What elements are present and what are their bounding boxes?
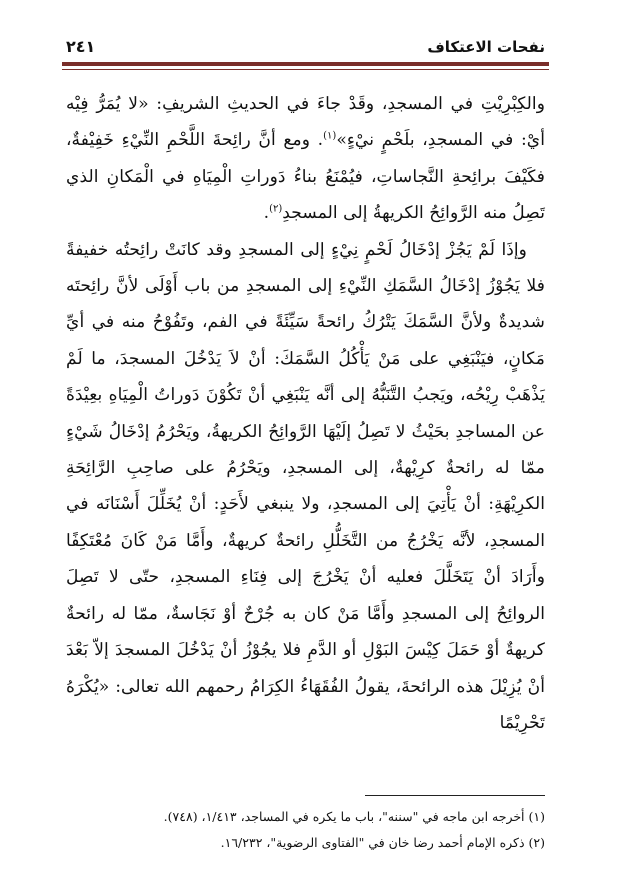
header-rule-thick [62,62,549,66]
page-header [66,26,545,56]
paragraph-2: وإذَا لَمْ يَجُزْ إدْخَالُ لَحْمٍ نِيْءٍ إلى المسجدِ وقد كانَتْ رائِحتُه خفيفةً فلا يَجُوْزُ إدْخَالُ السَّمَكِ النِّيْءِ إلى المسجدِ من باب أَوْلَى لأنَّ رائِحتَه شديدةٌ ولأنَّ السَّمَكَ يَتْرُكُ رائحةً سَيِّئَةً في الفم، وتَفُوْحُ منه في أيِّ مَكانٍ، فيَنْبَغِي على مَنْ يَأْكُلُ السَّمَكَ: أنْ لاَ يَدْخُلَ المسجدَ، ما لَمْ يَذْهَبْ رِيْحُه، ويَجبُ التَّنَبُّهُ إلى أنَّه يَنْبَغِي أنْ تَكُوْنَ دَوراتُ الْمِيَاهِ بعِيْدَةً عن المساجدِ بحَيْثُ لا تَصِلُ إلَيْهَا الرَّوائِحُ الكريهةُ، ويَحْرُمُ إدْخَالُ شَيْءٍ ممّا له رائحةٌ كرِيْهةٌ، إلى المسجدِ، ويَحْرُمُ على صاحِبِ الرَّائِحَةِ الكرِيْهَةِ: أنْ يَأْتِيَ إلى المسجدِ، ولا ينبغي لأَحَدٍ: أنْ يُخَلِّلَ أَسْنَانَه في المسجدِ، لأنَّه يَخْرُجُ من التَّخَلُّلِ رائحةٌ كريهةٌ، وأَمَّا مَنْ كَانَ مُعْتَكِفًا وأَرَادَ أنْ يَتَخَلَّلَ فعليه أنْ يَخْرُجَ إلى فِنَاءِ المسجدِ، حتّى لا تَصِلَ الروائِحُ إلى المسجدِ وأَمَّا مَنْ كان به جُرْحٌ أوْ نَجَاسةٌ، ممّا له رائحةٌ كريهةٌ أوْ حَمَلَ كِيْسَ البَوْلِ أو الدَّمِ فلا يجُوْزُ أنْ يَدْخُلَ المسجدَ إلاّ بَعْدَ أنْ يُزِيْلَ هذه الرائحةَ، يقولُ الفُقَهَاءُ الكِرَامُ رحمهم الله تعالى: «يُكْرَهُ تَحْرِيْمًا [66,239,545,733]
footnote-ref-2: (٢) [269,203,283,215]
footnote-separator [365,795,545,796]
paragraph-1-end: . [263,203,270,224]
paragraph-1 [66,86,545,232]
footnote-ref-1: (١) [323,130,337,142]
footnote-2: (٢) ذكره الإمام أحمد رضا خان في "الفتاوى الرضوية"، ١٦/٢٣٢. [220,835,545,850]
paragraph-1-text-a: والكِبْرِيْتِ في المسجدِ، وقَدْ جاءَ في الحديثِ الشريفِ: «لا يُمَرُّ فِيْه أيْ: في المسجدِ، بلَحْمٍ نيْءٍ» [66,94,545,151]
book-title: نفحات الاعتكاف [427,38,545,56]
footnotes [66,804,545,856]
header-rule-thin [62,69,549,70]
footnote-1: (١) أخرجه ابن ماجه في "سننه"، باب ما يكره في المساجد، ١/٤١٣، (٧٤٨). [163,809,545,824]
paragraph-1-text-b: . ومع أنَّ رائِحةَ اللَّحْمِ النِّيْءِ خَفِيْفةٌ، فكَيْفَ برائِحةِ النَّجاساتِ، فيُمْنَعُ بناءُ دَوراتِ الْمِيَاهِ في الْمَكانِ الذي تَصِلُ منه الرَّوائِحُ الكريهةُ إلى المسجدِ [66,130,545,224]
body-text [66,86,545,741]
page-number: ٢٤١ [66,37,96,56]
